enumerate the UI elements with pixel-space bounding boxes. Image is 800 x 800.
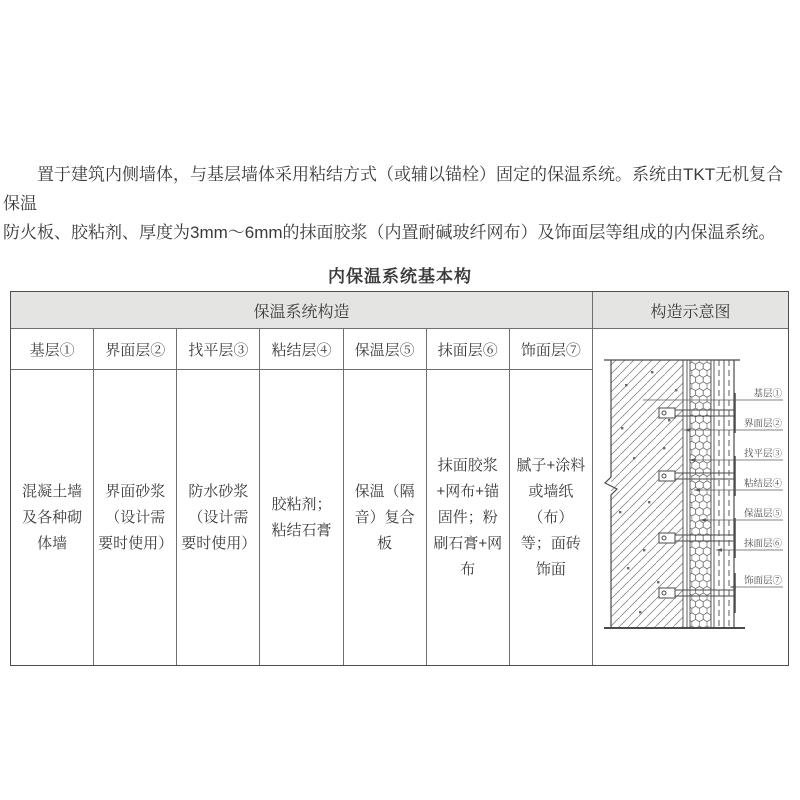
cell-base-layer: 混凝土墙及各种砌体墙: [11, 370, 94, 665]
insulation-system-table: [10, 291, 789, 666]
diagram-label-base: 基层①: [753, 388, 782, 400]
group-header-diagram: 构造示意图: [593, 292, 788, 329]
column-header-finish-layer: 饰面层⑦: [510, 329, 593, 370]
column-header-render-layer: 抹面层⑥: [427, 329, 510, 370]
column-header-interface-layer: 界面层②: [94, 329, 177, 370]
column-header-leveling-layer: 找平层③: [177, 329, 260, 370]
intro-line-2: 防火板、胶粘剂、厚度为3mm～6mm的抹面胶浆（内置耐碱玻纤网布）及饰面层等组成的内保温系统。: [3, 223, 776, 242]
diagram-label-leveling: 找平层③: [743, 448, 782, 460]
diagram-label-bonding: 粘结层④: [743, 478, 782, 490]
column-header-insulation-layer: 保温层⑤: [344, 329, 427, 370]
diagram-cell: [593, 329, 788, 665]
intro-paragraph: [3, 160, 793, 247]
cell-render-layer: 抹面胶浆+网布+锚固件；粉刷石膏+网布: [427, 370, 510, 665]
column-header-base-layer: 基层①: [11, 329, 94, 370]
group-header-construction: 保温系统构造: [11, 292, 593, 329]
cell-leveling-layer: 防水砂浆（设计需要时使用）: [177, 370, 260, 665]
diagram-label-render: 抹面层⑥: [743, 538, 782, 550]
intro-line-1: 置于建筑内侧墙体，与基层墙体采用粘结方式（或辅以锚栓）固定的保温系统。系统由TKT无机复合保温: [3, 165, 784, 213]
cell-bonding-layer: 胶粘剂；粘结石膏: [260, 370, 343, 665]
diagram-label-interface: 界面层②: [743, 418, 782, 430]
wall-section-diagram: [593, 329, 786, 663]
cell-finish-layer: 腻子+涂料或墙纸（布）等；面砖饰面: [510, 370, 593, 665]
cell-interface-layer: 界面砂浆（设计需要时使用）: [94, 370, 177, 665]
diagram-label-finish: 饰面层⑦: [743, 575, 782, 587]
column-header-bonding-layer: 粘结层④: [260, 329, 343, 370]
table-title: 内保温系统基本构: [328, 267, 472, 286]
diagram-labels: [744, 388, 783, 587]
cell-insulation-layer: 保温（隔音）复合板: [344, 370, 427, 665]
diagram-label-insulation: 保温层⑤: [743, 508, 782, 520]
